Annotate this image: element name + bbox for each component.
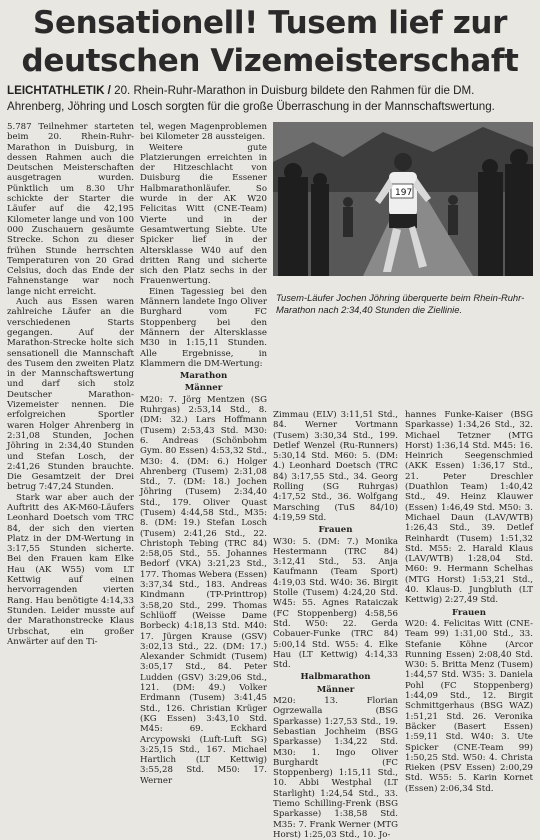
results-list: W30: 5. (DM: 7.) Monika Hestermann (TRC 84) 3:12,41 Std., 53. Anja Kaufmann (Team Sport) 4:19,03 Std. W40: 36. Birgit Stolle (Tusem) 4:24,20 Std. W45: 55. Agnes Rataiczak (FC Stoppenberg) 4:58,56 Std. W50: 22. Gerda Cobauer-Funke (TRC 84) 5:00,14 Std. W55: 4. Elke Hau (LT Kettwig) 4:14,33 Std.: [273, 536, 398, 671]
paragraph: Auch aus Essen waren zahlreiche Läufer an die verschiedenen Starts gegangen. Auf der Marathon-Strecke holte sich sensationell die Mannschaft des Tusem den zweiten Platz in der Mannschaftswertung und darf sich stolz Deutscher Marathon-Vizemeister nennen. Die erfolgreichen Sportler waren Holger Ahrenberg in 2:31,08 Stunden, Jochen Jöhring in 2:34,40 Stunden und Stefan Losch, der 2:41,26 Stunden brauchte. Die Gesamtzeit der Drei betrug 7:47,24 Stunden.: [7, 297, 134, 493]
results-list: hannes Funke-Kaiser (BSG Sparkasse) 1:34,26 Std., 32. Michael Tetzner (MTG Horst) 1:36,14 Std. M45: 16. Heinrich Seegenschmied (AKK Essen) 1:36,17 Std., 21. Peter Dreschler (Duathlon Team) 1:40,42 Std., 49. Heinz Klauwer (Essen) 1:46,49 Std. M50: 3. Michael Daun (LAV/WTB) 1:26,43 Std., 39. Detlef Reinhardt (Tusem) 1:51,32 Std. M55: 2. Harald Klaus (LAV/WTB) 1:28,04 Std. M60: 9. Hermann Schelhas (MTG Horst) 1:53,21 Std., 40. Klaus-D. Jungbluth (LT Kettwig) 2:27,49 Std.: [405, 410, 533, 606]
headline: [0, 4, 540, 80]
lead-kicker: LEICHTATHLETIK /: [7, 84, 111, 97]
paragraph: Stark war aber auch der Auftritt des AK-M60-Läufers Leonhard Doetsch vom TRC 84, der sich den vierten Platz in der DM-Wertung in 3:17,55 Stunden sicherte. Bei den Frauen kam Elke Hau (AK W55) vom LT Kettwig auf einen hervorragenden vierten Rang. Hau benötigte 4:14,33 Stunden. Leider musste auf der Marathonstrecke Klaus Urbschat, ein großer Anwärter auf den Ti-: [7, 492, 134, 647]
results-heading-half-marathon: Halbmarathon: [300, 672, 371, 683]
race-photo: [273, 122, 533, 276]
results-list: M20: 7. Jörg Mentzen (SG Ruhrgas) 2:53,14 Std., 8. (DM: 32.) Lars Hoffmann (Tusem) 2:53,43 Std. M30: 6. Andreas (Schönbohm Gym. 80 Essen) 4:53,32 Std., M30: 4. (DM: 6.) Holger Ahrenberg (Tusem) 2:31,08 Std., 7. (DM: 18.) Jochen Jöhring (Tusem) 2:34,40 Std., 179. Oliver Quast (Tusem) 4:44,58 Std., M35: 8. (DM: 19.) Stefan Losch (Tusem) 2:41,26 Std., 22. Christoph Tebing (TRC 84) 2:58,05 Std., 55. Johannes Bedorf (VKA) 3:21,23 Std., 177. Thomas Webera (Essen) 3:37,34 Std., 183. Andreas Kindmann (TP-Printtrop) 3:58,20 Std., 299. Thomas Schlüoff (Weisse Dame Borbeck) 4:18,13 Std. M40: 17. Jürgen Krause (GSV) 3:02,13 Std., 22. (DM: 17.) Alexander Schmidt (Tusem) 3:05,17 Std., 84. Peter Ludden (GSV) 3:29,06 Std., 121. (DM: 49.) Volker Erdmann (Tusem) 3:41,45 Std., 126. Christian Krüger (KG Essen) 3:43,10 Std. M45: 69. Eckhard Arcypowski (Luft-Luft SG) 3:25,15 Std., 167. Michael Hartlich (LT Kettwig) 3:55,28 Std. M50: 17. Werner: [140, 394, 267, 786]
paragraph: tel, wegen Magenproblemen bei Kilometer 28 aussteigen.: [140, 122, 267, 143]
paragraph: 5.787 Teilnehmer starteten beim 20. Rhein-Ruhr-Marathon in Duisburg, in dessen Rahmen auch die Deutschen Meisterschaften ausgetragen wurden. Pünktlich um 8.30 Uhr schickte der Starter die Läufer auf die 42,195 Kilometer lange und von 100 000 Zuschauern gesäumte Strecke. Schon zu dieser frühen Stunde herrschten Temperaturen von 20 Grad Celsius, doch das Ende der Fahnenstange war noch lange nicht erreicht.: [7, 122, 134, 297]
article-column-2: [140, 122, 267, 786]
results-heading-men: Männer: [184, 383, 223, 394]
results-heading-women: Frauen: [318, 525, 353, 536]
paragraph: Weitere gute Platzierungen erreichten in der Hitzeschlacht von Duisburg die Essener Halbmarathonläufer. So wurde in der AK W20 Felicitas Witt (CNE-Team) Vierte und in der Gesamtwertung Siebte. Ute Spicker lief in der Altersklasse W40 auf den dritten Rang und sicherte sich den Platz sechs in der Frauenwertung.: [140, 142, 267, 287]
lead-paragraph: [7, 83, 533, 115]
results-heading-women: Frauen: [451, 607, 486, 618]
headline-line-1: Sensationell! Tusem lief zur: [33, 5, 507, 41]
runner-photo-image: [273, 122, 533, 276]
paragraph: Einen Tagessieg bei den Männern landete Ingo Oliver Burghard vom FC Stoppenberg bei den Männern der Altersklasse M30 in 1:15,11 Stunden. Alle Ergebnisse, in Klammern die DM-Wertung:: [140, 286, 267, 369]
results-list: Zimmau (ELV) 3:11,51 Std., 84. Werner Vortmann (Tusem) 3:30,34 Std., 199. Detlef Wenzel (Ru-Runners) 5:30,14 Std. M60: 5. (DM: 4.) Leonhard Doetsch (TRC 84) 3:17,55 Std., 34. Georg Rolling (SG Ruhrgas) 4:17,52 Std., 36. Wolfgang Marsching (TuS 84/10) 4:19,59 Std.: [273, 410, 398, 523]
results-heading-men: Männer: [316, 684, 355, 695]
results-heading-marathon: Marathon: [179, 371, 228, 382]
article-column-1: [7, 122, 134, 647]
article-column-3: [273, 410, 398, 840]
bib-number: 197: [395, 188, 413, 198]
results-list: M20: 13. Florian Ogrzewalla (BSG Sparkasse) 1:27,53 Std., 19. Sebastian Jochheim (BSG Sparkasse) 1:34,22 Std. M30: 1. Ingo Oliver Burghardt (FC Stoppenberg) 1:15,11 Std., 10. Abbi Westphal (LT Starlight) 1:24,54 Std., 33. Tiemo Schilling-Frenk (BSG Sparkasse) 1:38,58 Std. M35: 7. Frank Werner (MTG Horst) 1:25,03 Std., 10. Jo-: [273, 696, 398, 840]
article-column-4: [405, 410, 533, 794]
lead-text: 20. Rhein-Ruhr-Marathon in Duisburg bildete den Rahmen für die DM. Ahrenberg, Jöhring und Losch sorgten für die große Überraschung in der Mannschaftswertung.: [7, 84, 495, 113]
results-list: W20: 4. Felicitas Witt (CNE-Team 99) 1:31,00 Std., 33. Stefanie Köhne (Arcor Running Essen) 2:08,40 Std. W30: 5. Britta Menz (Tusem) 1:44,57 Std. W35: 3. Daniela Pohl (FC Stoppenberg) 1:44,09 Std., 12. Birgit Schmittgerhaus (BSG WAZ) 1:51,21 Std. 26. Veronika Bäcker (Basert Essen) 1:59,11 Std. W40: 3. Ute Spicker (CNE-Team 99) 1:50,25 Std. W50: 4. Christa Rieken (PSV Essen) 2:00,29 Std. W55: 5. Karin Kornet (Essen) 2:06,34 Std.: [405, 618, 533, 794]
photo-caption: Tusem-Läufer Jochen Jöhring überquerte beim Rhein-Ruhr-Marathon nach 2:34,40 Stunden die Ziellinie.: [276, 292, 525, 315]
headline-line-2: deutschen Vizemeisterschaft: [21, 43, 519, 79]
